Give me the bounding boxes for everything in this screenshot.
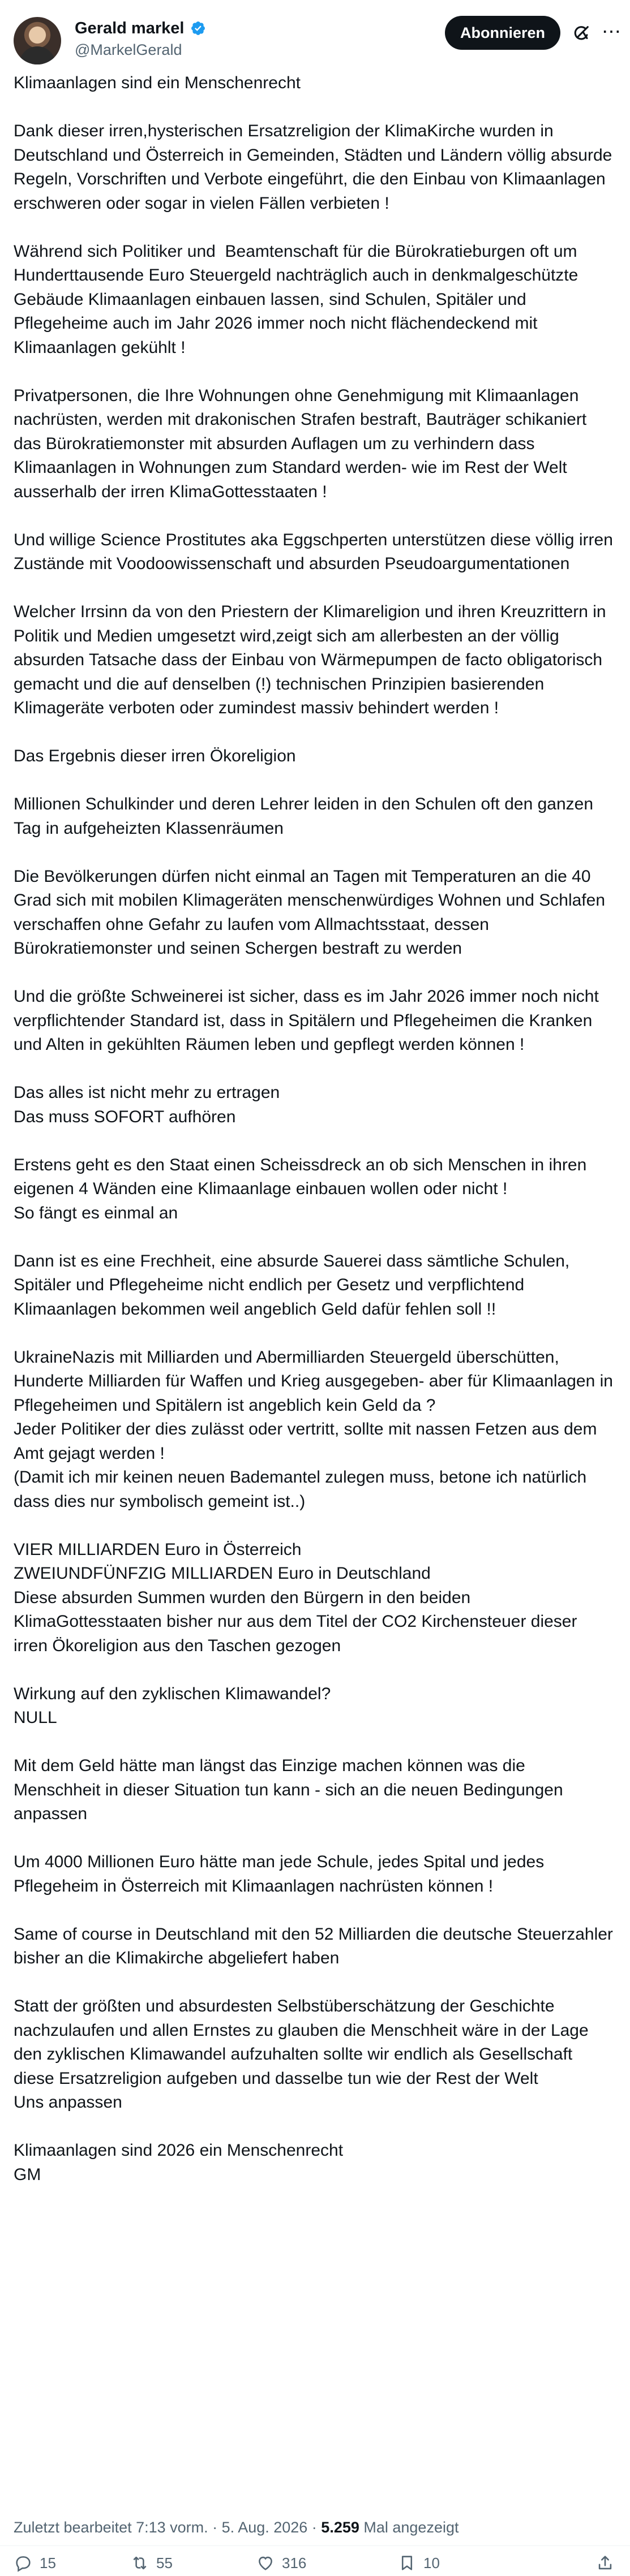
reply-count: 15 [40,2554,56,2571]
tweet-header [14,12,621,63]
follow-button[interactable]: Abonnieren [445,16,560,50]
avatar[interactable] [14,17,61,64]
like-count: 316 [282,2554,307,2571]
tweet-text: Klimaanlagen sind ein Menschenrecht Dank dieser irren,hysterischen Ersatzreligion der KlimaKirche wurden in Deutschland und Österreich in Gemeinden, Städten und Ländern völlig absurde Regeln, Vorschriften und Verbote eingeführt, die den Einbau von Klimaanlagen erschweren oder sogar in vielen Fällen verbieten ! Während sich Politiker und Beamtenschaft für die Bürokratieburgen oft um Hunderttausende Euro Steuergeld nachträglich auch in denkmalgeschützte Gebäude Klimaanlagen einbauen lassen, sind Schulen, Spitäler und Pflegeheime auch im Jahr 2026 immer noch nicht flächendeckend mit Klimaanlagen gekühlt ! Privatpersonen, die Ihre Wohnungen ohne Genehmigung mit Klimaanlagen nachrüsten, werden mit drakonischen Strafen bestraft, Bauträger schikaniert das Bürokratiemonster mit absurden Auflagen um zu verhindern dass Klimaanlagen in Wohnungen zum Standard werden- wie im Rest der Welt ausserhalb der irren KlimaGottesstaaten ! Und willige Science Prostitutes aka Eggschperten unterstützen diese völlig irren Zustände mit Voodoowissenschaft und absurden Pseudoargumentationen Welcher Irrsinn da von den Priestern der Klimareligion und ihren Kreuzrittern in Politik und Medien umgesetzt wird,zeigt sich am allerbesten an der völlig absurden Tatsache dass der Einbau von Wärmepumpen de facto obligatorisch gemacht und die auf denselben (!) technischen Prinzipien basierenden Klimageräte verboten oder zumindest massiv behindert werden ! Das Ergebnis dieser irren Ökoreligion Millionen Schulkinder und deren Lehrer leiden in den Schulen oft den ganzen Tag in aufgeheizten Klassenräumen Die Bevölkerungen dürfen nicht einmal an Tagen mit Temperaturen an die 40 Grad sich mit mobilen Klimageräten menschenwürdiges Wohnen und Schlafen verschaffen ohne Gefahr zu laufen vom Allmachtsstaat, dessen Bürokratiemonster und seinen Schergen bestraft zu werden Und die größte Schweinerei ist sicher, dass es im Jahr 2026 immer noch nicht verpflichtender Standard ist, dass in Spitälern und Pflegeheimen die Kranken und Alten in gekühlten Räumen leben und gepflegt werden können ! Das alles ist nicht mehr zu ertragen Das muss SOFORT aufhören Erstens geht es den Staat einen Scheissdreck an ob sich Menschen in ihren eigenen 4 Wänden eine Klimaanlage einbauen wollen oder nicht ! So fängt es einmal an Dann ist es eine Frechheit, eine absurde Sauerei dass sämtliche Schulen, Spitäler und Pflegeheime nicht endlich per Gesetz und verpflichtend Klimaanlagen bekommen weil angeblich Geld dafür fehlen soll !! UkraineNazis mit Milliarden und Abermilliarden Steuergeld überschütten, Hunderte Milliarden für Waffen und Krieg ausgegeben- aber für Klimaanlagen in Pflegeheimen und Spitälern ist angeblich kein Geld da ? Jeder Politiker der dies zulässt oder vertritt, sollte mit nassen Fetzen aus dem Amt gejagt werden ! (Damit ich mir keinen neuen Bademantel zulegen muss, betone ich natürlich dass dies nur symbolisch gemeint ist..) VIER MILLIARDEN Euro in Österreich ZWEIUNDFÜNFZIG MILLIARDEN Euro in Deutschland Diese absurden Summen wurden den Bürgern in den beiden KlimaGottesstaaten bisher nur aus dem Titel der CO2 Kirchensteuer dieser irren Ökoreligion aus den Taschen gezogen Wirkung auf den zyklischen Klimawandel? NULL Mit dem Geld hätte man längst das Einzige machen können was die Menschheit in dieser Situation tun kann - sich an die neuen Bedingungen anpassen Um 4000 Millionen Euro hätte man jede Schule, jedes Spital und jedes Pflegeheim in Österreich mit Klimaanlagen nachrüsten können ! Same of course in Deutschland mit den 52 Milliarden die deutsche Steuerzahler bisher an die Klimakirche abgeliefert haben Statt der größten und absurdesten Selbstüberschätzung der Geschichte nachzulaufen und allen Ernstes zu glauben die Menschheit wäre in der Lage den zyklischen Klimawandel aufzuhalten sollte wir endlich als Gesellschaft diese Ersatzreligion aufgeben und dasselbe tun wie der Rest der Welt Uns anpassen Klimaanlagen sind 2026 ein Menschenrecht GM [14,74,613,2184]
views-label: Mal angezeigt [359,2519,459,2536]
repost-count: 55 [156,2554,173,2571]
verified-badge-icon [190,20,206,36]
footer [14,2562,616,2573]
grok-icon[interactable] [572,24,591,43]
bookmark-count: 10 [423,2554,440,2571]
author-block[interactable] [75,18,206,60]
divider [0,2545,630,2546]
edited-timestamp[interactable]: Zuletzt bearbeitet 7:13 vorm. · 5. Aug. 2026 · [14,2519,322,2536]
author-handle[interactable]: @MarkelGerald [75,41,182,58]
tweet-meta [14,2517,616,2538]
views-count: 5.259 [321,2519,359,2536]
author-display-name[interactable]: Gerald markel [75,19,185,37]
more-icon[interactable]: ⋯ [602,21,621,42]
